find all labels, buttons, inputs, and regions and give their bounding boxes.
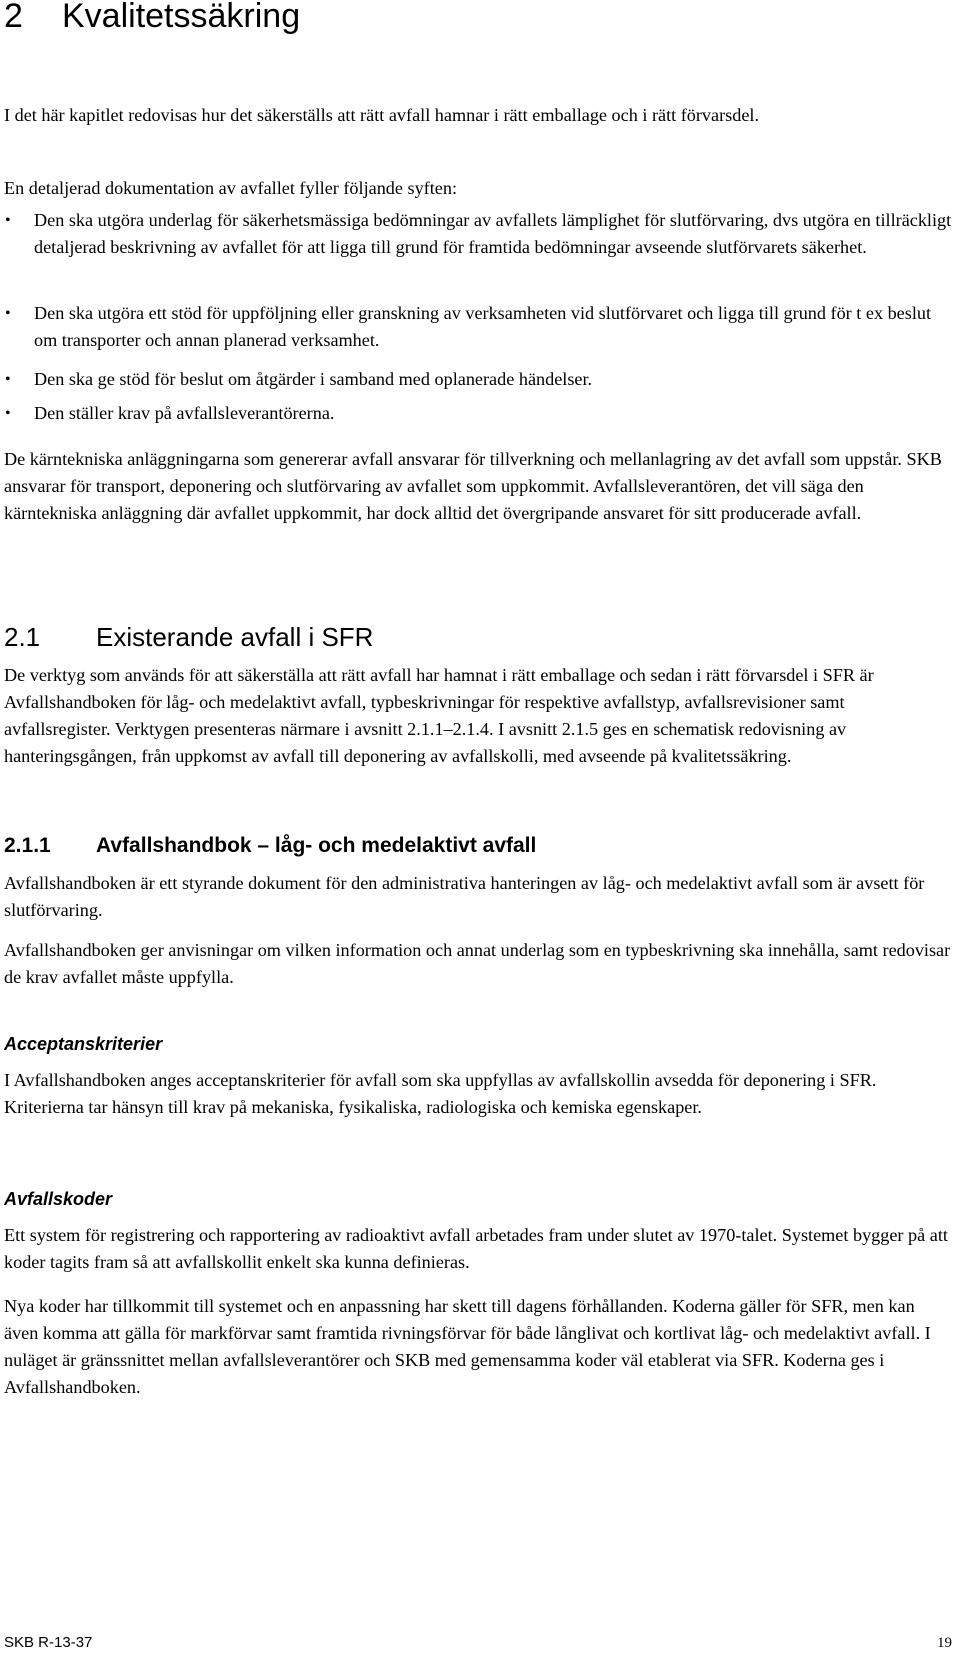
section-title: Avfallshandbok – låg- och medelaktivt avfall xyxy=(96,834,537,857)
bullet-symbol: • xyxy=(5,305,11,322)
avfallskoder-paragraph-1: Ett system för registrering och rapportering av radioaktivt avfall arbetades fram under slutet av 1970-talet. Systemet bygger på att koder tagits fram så att avfallskollit enkelt ska kunna definieras. xyxy=(4,1225,948,1272)
bullet-text: Den ska ge stöd för beslut om åtgärder i samband med oplanerade händelser. xyxy=(34,369,593,389)
acceptanskriterier-paragraph: I Avfallshandboken anges acceptanskriterier för avfall som ska uppfyllas av avfallskollin avsedda för deponering i SFR. Kriterierna tar hänsyn till krav på mekaniska, fysikaliska, radiologiska och kemiska egenskaper. xyxy=(4,1070,877,1117)
purpose-bullet-1 xyxy=(4,207,952,261)
purpose-bullet-4 xyxy=(4,400,952,427)
bullet-symbol: • xyxy=(5,371,11,388)
chapter-heading xyxy=(4,0,300,38)
footer-page-number: 19 xyxy=(937,1635,952,1651)
bullet-symbol: • xyxy=(5,212,11,229)
section-2-1-paragraph: De verktyg som används för att säkerställa att rätt avfall har hamnat i rätt emballage och sedan i rätt förvarsdel i SFR är Avfallshandboken för låg- och medelaktivt avfall, typbeskrivningar för respektive avfallstyp, avfallsrevisioner samt avfallsregister. Verktygen presenteras närmare i avsnitt 2.1.1–2.1.4. I avsnitt 2.1.5 ges en schematisk redovisning av hanteringsgången, från uppkomst av avfall till deponering av avfallskolli, med avseende på kvalitetssäkring. xyxy=(4,665,874,766)
section-2-1-1-paragraph-2: Avfallshandboken ger anvisningar om vilken information och annat underlag som en typbeskrivning ska innehålla, samt redovisar de krav avfallet måste uppfylla. xyxy=(4,940,951,987)
responsibility-paragraph: De kärntekniska anläggningarna som genererar avfall ansvarar för tillverkning och mellanlagring av det avfall som uppstår. SKB ansvarar för transport, deponering och slutförvaring av avfallet som uppkommit. Avfallsleverantören, det vill säga den kärntekniska anläggning där avfallet uppkommit, har dock alltid det övergripande ansvaret för sitt producerade avfall. xyxy=(4,449,942,523)
section-number: 2.1 xyxy=(4,622,41,652)
section-2-1-1-paragraph-1: Avfallshandboken är ett styrande dokument för den administrativa hanteringen av låg- och medelaktivt avfall som är avsett för slutförvaring. xyxy=(4,873,925,920)
chapter-title: Kvalitetssäkring xyxy=(62,0,301,35)
avfallskoder-paragraph-2: Nya koder har tillkommit till systemet och en anpassning har skett till dagens förhållanden. Koderna gäller för SFR, men kan även komma att gälla för markförvar samt framtida rivningsförvar för både långlivat och kortlivat låg- och medelaktivt avfall. I nuläget är gränssnittet mellan avfallsleverantörer och SKB med gemensamma koder väl etablerat via SFR. Koderna ges i Avfallshandboken. xyxy=(4,1296,931,1397)
bullet-text: Den ska utgöra underlag för säkerhetsmässiga bedömningar av avfallets lämplighet för slutförvaring, dvs utgöra en tillräckligt detaljerad beskrivning av avfallet för att ligga till grund för framtida bedömningar avseende slutförvarets säkerhet. xyxy=(34,210,952,257)
avfallskoder-heading: Avfallskoder xyxy=(4,1189,113,1209)
footer-report-id: SKB R-13-37 xyxy=(4,1634,93,1651)
bullet-symbol: • xyxy=(5,405,11,422)
chapter-number: 2 xyxy=(4,0,23,35)
section-title: Existerande avfall i SFR xyxy=(96,622,374,652)
bullet-text: Den ställer krav på avfallsleverantörerna. xyxy=(34,403,335,423)
intro-purpose-paragraph: En detaljerad dokumentation av avfallet fyller följande syften: xyxy=(4,178,458,198)
intro-paragraph: I det här kapitlet redovisas hur det säkerställs att rätt avfall hamnar i rätt emballage och i rätt förvarsdel. xyxy=(4,105,759,125)
bullet-text: Den ska utgöra ett stöd för uppföljning eller granskning av verksamheten vid slutförvaret och ligga till grund för t ex beslut om transporter och annan planerad verksamhet. xyxy=(34,303,932,350)
section-2-1-1-heading xyxy=(4,832,536,860)
purpose-bullet-3 xyxy=(4,366,952,393)
purpose-bullet-2 xyxy=(4,300,952,354)
acceptanskriterier-heading: Acceptanskriterier xyxy=(4,1034,163,1054)
section-number: 2.1.1 xyxy=(4,834,51,857)
section-2-1-heading xyxy=(4,620,373,654)
